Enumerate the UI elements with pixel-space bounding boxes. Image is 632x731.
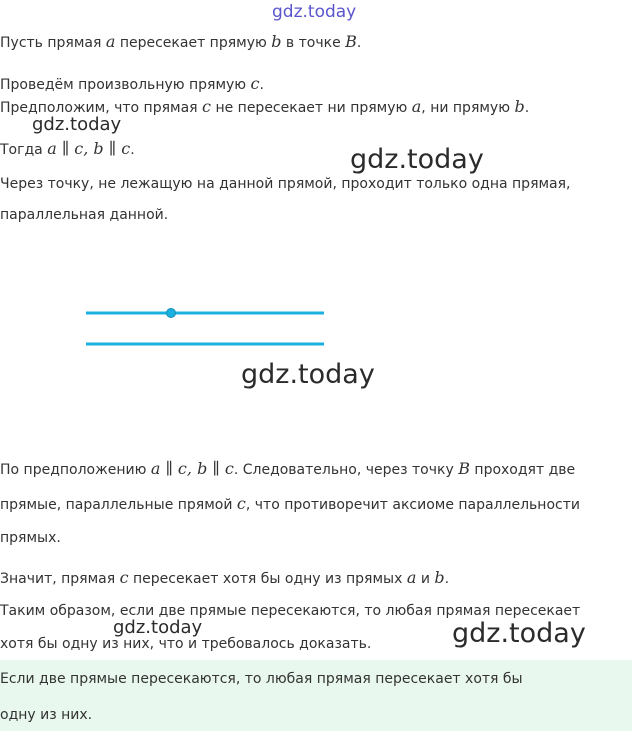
paragraph-8-line-1: Таким образом, если две прямые пересекаются, то любая прямая пересекает <box>0 603 581 619</box>
parallel-lines-figure <box>0 290 632 350</box>
conclusion-box <box>0 660 632 731</box>
conclusion-line-2: одну из них. <box>0 707 93 723</box>
watermark-top: gdz.today <box>272 2 357 22</box>
watermark-1: gdz.today <box>32 114 122 135</box>
conclusion-line-1: Если две прямые пересекаются, то любая прямая пересекает хотя бы <box>0 671 523 687</box>
paragraph-3: Предположим, что прямая c не пересекает ни прямую a, ни прямую b. <box>0 97 530 116</box>
paragraph-6-line-3: прямых. <box>0 530 61 546</box>
watermark-5: gdz.today <box>452 618 586 649</box>
paragraph-2: Проведём произвольную прямую c. <box>0 74 264 93</box>
paragraph-6-line-1: По предположению a ∥ c, b ∥ c. Следовательно, через точку B проходят две <box>0 459 576 478</box>
paragraph-8-line-2: хотя бы одну из них, что и требовалось доказать. <box>0 636 372 652</box>
paragraph-5-line-2: параллельная данной. <box>0 207 169 223</box>
watermark-2: gdz.today <box>350 144 484 175</box>
paragraph-1: Пусть прямая a пересекает прямую b в точке B. <box>0 32 362 51</box>
point-B <box>167 309 176 318</box>
watermark-3: gdz.today <box>241 359 375 390</box>
watermark-4: gdz.today <box>113 617 203 638</box>
paragraph-4: Тогда a ∥ c, b ∥ c. <box>0 139 135 158</box>
paragraph-7: Значит, прямая c пересекает хотя бы одну из прямых a и b. <box>0 568 450 587</box>
paragraph-5-line-1: Через точку, не лежащую на данной прямой, проходит только одна прямая, <box>0 176 571 192</box>
paragraph-6-line-2: прямые, параллельные прямой c, что противоречит аксиоме параллельности <box>0 494 580 513</box>
